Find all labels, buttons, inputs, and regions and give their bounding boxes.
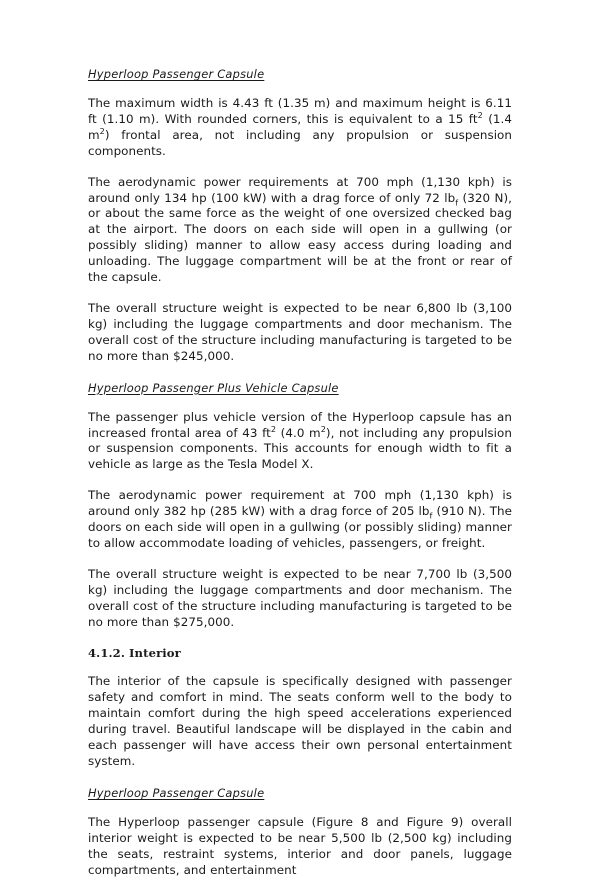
superscript: 2 — [270, 423, 277, 434]
subscript: f — [455, 196, 459, 207]
paragraph-interior-design: The interior of the capsule is specifically designed with passenger safety and comfort in mind. The seats conform well to the body to maintain comfort during the high speed accelerations experienced during travel. Beautiful landscape will be displayed in the cabin and each passenger will have access their own personal entertainment system. — [88, 674, 512, 768]
superscript: 2 — [477, 109, 483, 120]
paragraph-passenger-plus-vehicle-frontal-area: The passenger plus vehicle version of the Hyperloop capsule has an increased frontal area of 43 $ft^2$ (4.0 $m^2$), not including any propulsion or suspension components. This accounts for enough width to fit a vehicle as large as the Tesla Model X. — [88, 409, 512, 472]
paragraph-capsule-dimensions: The maximum width is 4.43 ft (1.35 m) and maximum height is 6.11 ft (1.10 m). With rounded corners, this is equivalent to a 15 $ft^2$ (1.4 $m^2$) frontal area, not including any propulsion or suspension components. — [88, 96, 512, 158]
section-number: 4.1.2. — [88, 646, 126, 661]
paragraph-structure-weight-passenger-plus-vehicle: The overall structure weight is expected to be near 7,700 lb (3,500 kg) including the luggage compartments and door mechanism. The overall cost of the structure including manufacturing is targeted to be no more than $275,000. — [88, 566, 512, 629]
paragraph-interior-weight: The Hyperloop passenger capsule (Figure 8 and Figure 9) overall interior weight is expected to be near 5,500 lb (2,500 kg) including the seats, restraint systems, interior and door panels, luggage compartments, and entertainment — [88, 814, 512, 877]
subheading-hyperloop-passenger-capsule-2: Hyperloop Passenger Capsule — [88, 785, 265, 800]
section-title: Interior — [129, 646, 181, 661]
paragraph-aerodynamic-power-passenger-plus-vehicle: The aerodynamic power requirement at 700 mph (1,130 kph) is around only 382 hp (285 kW) with a drag force of 205 $lb_f$ (910 N). The doors on each side will open in a gullwing (or possibly sliding) manner to allow accommodate loading of vehicles, passengers, or freight. — [88, 488, 513, 550]
document-text-column — [88, 66, 512, 879]
superscript: 2 — [99, 125, 105, 136]
paragraph-structure-weight-passenger: The overall structure weight is expected to be near 6,800 lb (3,100 kg) including the luggage compartments and door mechanism. The overall cost of the structure including manufacturing is targeted to be no more than $245,000. — [88, 300, 512, 363]
subheading-hyperloop-passenger-plus-vehicle-capsule: Hyperloop Passenger Plus Vehicle Capsule — [88, 380, 339, 395]
paragraph-aerodynamic-power-passenger: The aerodynamic power requirements at 700 mph (1,130 kph) is around only 134 hp (100 kW) with a drag force of only 72 $lb_f$ (320 N), or about the same force as the weight of one oversized checked bag at the airport. The doors on each side will open in a gullwing (or possibly sliding) manner to allow easy access during loading and unloading. The luggage compartment will be at the front or rear of the capsule. — [88, 174, 512, 285]
subscript: f — [429, 510, 433, 521]
subheading-hyperloop-passenger-capsule-1: Hyperloop Passenger Capsule — [88, 67, 265, 81]
superscript: 2 — [320, 423, 326, 434]
section-heading-interior — [88, 645, 512, 661]
